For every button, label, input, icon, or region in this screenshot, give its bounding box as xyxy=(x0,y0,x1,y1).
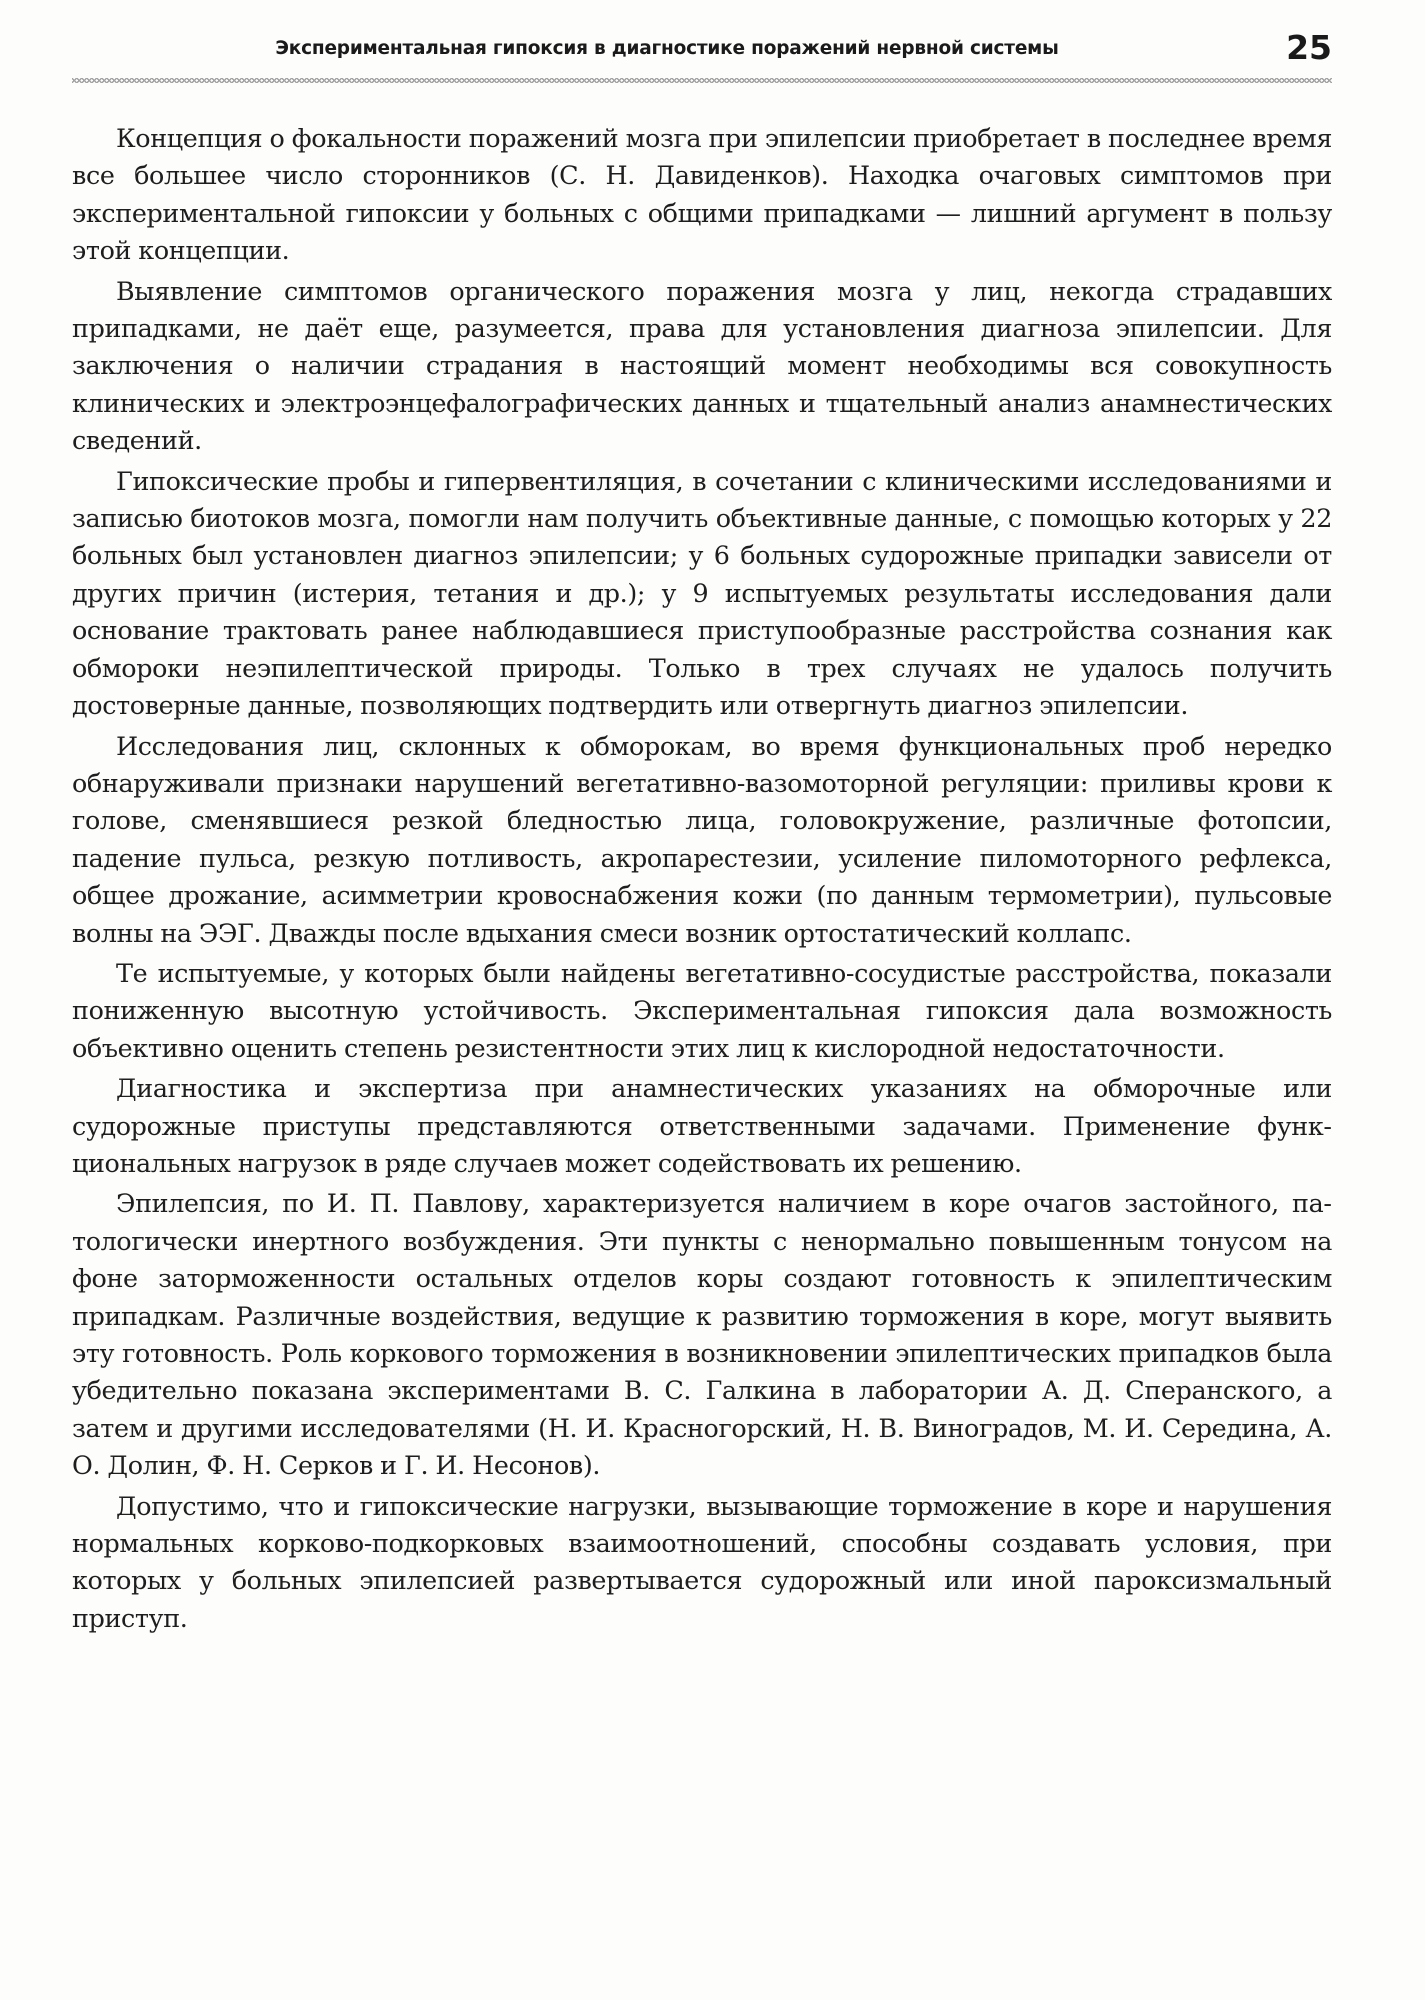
body-text xyxy=(72,120,1332,1640)
paragraph-8: Допустимо, что и гипоксические нагрузки, вызывающие торможение в коре и нарушения нормальных корково-подкорковых взаимоотношений, способны создавать условия, при которых у больных эпилепсией развертывается судорожный или иной пароксизмальный приступ. xyxy=(72,1490,1332,1633)
paragraph-5: Те испытуемые, у которых были найдены вегетативно-сосудистые расстройства, показали пониженную высотную устойчивость. Экспериментальная гипоксия дала возможность объективно оценить степень резистентности этих лиц к кислородной недостаточности. xyxy=(72,957,1332,1063)
paragraph-2: Выявление симптомов органического поражения мозга у лиц, некогда страдавших припадками, не даёт еще, разумеется, права для установления диагноза эпилепсии. Для заключения о наличии страдания в настоящий момент необходимы вся совокупность клинических и электроэнцефалографических данных и тщательный анализ анамнестических сведений. xyxy=(72,275,1332,456)
running-title: Экспериментальная гипоксия в диагностике поражений нервной системы xyxy=(275,38,1059,59)
paragraph-7: Эпилепсия, по И. П. Павлову, характеризуется наличием в коре очагов застойного, патологически инертного возбуждения. Эти пункты с ненормально повышенным тонусом на фоне заторможенности остальных отделов коры создают готовность к эпилептическим припадкам. Различные воздействия, ведущие к развитию торможения в коре, могут выявить эту готовность. Роль коркового торможения в возникновении эпилептических припадков была убедительно показана экспериментами В. С. Галкина в лаборатории А. Д. Сперанского, а затем и другими исследователями (Н. И. Красногорский, Н. В. Виноградов, М. И. Середина, А. О. Долин, Ф. Н. Серков и Г. И. Несонов). xyxy=(72,1188,1332,1481)
paragraph-3: Гипоксические пробы и гипервентиляция, в сочетании с клиническими исследованиями и записью биотоков мозга, помогли нам получить объективные данные, с помощью которых у 22 больных был установлен диагноз эпилепсии; у 6 больных судорожные припадки зависели от других причин (истерия, тетания и др.); у 9 испытуемых результаты исследования дали основание трактовать ранее наблюдавшиеся приступообразные расстройства сознания как обмороки неэпилептической природы. Только в трех случаях не удалось получить достоверные данные, позволяющих подтвердить или отвергнуть диагноз эпилепсии. xyxy=(72,465,1332,721)
paragraph-6: Диагностика и экспертиза при анамнестических указаниях на обморочные или судорожные приступы представляются ответственными задачами. Применение функциональных нагрузок в ряде случаев может содействовать их решению. xyxy=(72,1073,1332,1178)
paragraph-1: Концепция о фокальности поражений мозга при эпилепсии приобретает в последнее время все большее число сторонников (С. Н. Давиденков). Находка очаговых симптомов при экспериментальной гипоксии у больных с общими припадками — лишний аргумент в пользу этой концепции. xyxy=(72,123,1332,266)
paragraph-4: Исследования лиц, склонных к обморокам, во время функциональных проб нередко обнаруживали признаки нарушений вегетативно-вазомоторной регуляции: приливы крови к голове, сменявшиеся резкой бледностью лица, головокружение, различные фотопсии, падение пульса, резкую потливость, акропарестезии, усиление пиломоторного рефлекса, общее дрожание, асимметрии кровоснабжения кожи (по данным термометрии), пульсовые волны на ЭЭГ. Дважды после вдыхания смеси возник ортостатический коллапс. xyxy=(72,730,1332,948)
running-header xyxy=(72,30,1332,74)
page-number: 25 xyxy=(1286,28,1332,67)
header-divider xyxy=(72,78,1332,83)
